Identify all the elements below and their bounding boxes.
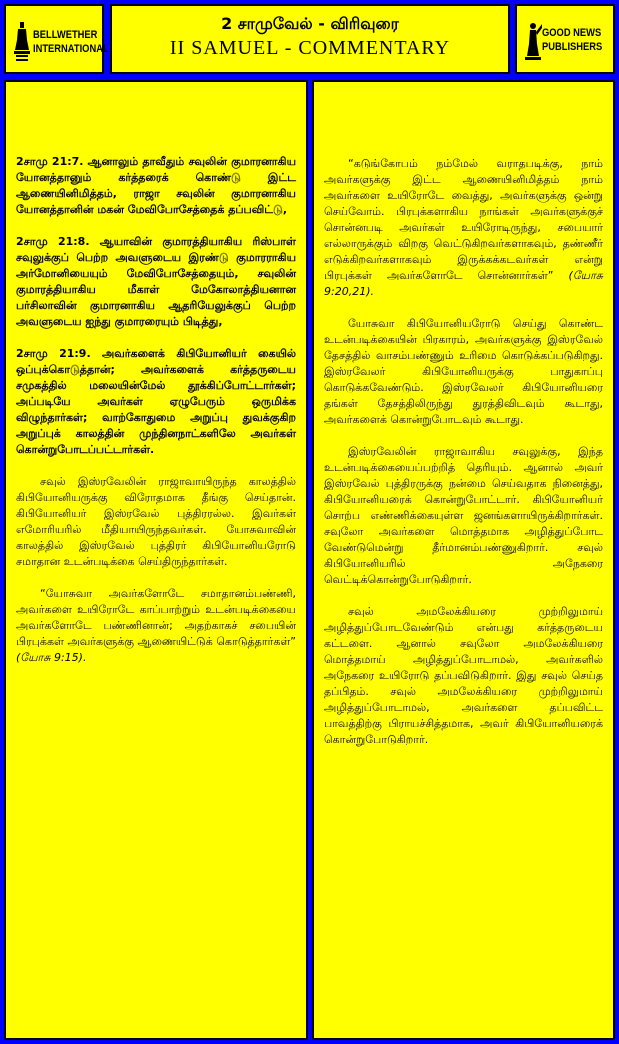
logo-line-2: INTERNATIONAL: [33, 43, 109, 55]
left-column-text: [16, 154, 296, 682]
logo-line-1: BELLWETHER: [33, 29, 98, 41]
commentary-paragraph: இஸ்ரவேலின் ராஜாவாகிய சவுலுக்கு, இந்த உடன்படிக்கையைப்பற்றித் தெரியும். ஆனால் அவர் இஸ்ரவேல் புத்திரருக்கு நன்மை செய்வதாக நினைத்து, கிபியோனியரைக் கொன்றுபோட்டார். கிபியோனியர் சொற்ப எண்ணிக்கையுள்ள ஜனங்களாயிருக்கிறார்கள். சவுலோ அவர்களை மொத்தமாக அழித்துப்போட வேண்டுமென்று தீர்மானம்பண்ணுகிறார். சவுல் கிபியோனியரில் அநேகரை வெட்டிக்கொன்றுபோடுகிறார்.: [324, 445, 603, 586]
page-title-tamil: 2 சாமுவேல் - விரிவுரை: [221, 14, 399, 33]
right-column: [312, 80, 615, 1040]
commentary-quote: [324, 156, 603, 300]
bellwether-logo: [11, 20, 109, 62]
page-title-english: II SAMUEL - COMMENTARY: [169, 37, 451, 59]
right-column-text: [324, 156, 603, 764]
good-news-logo-text: [542, 26, 602, 54]
commentary-paragraph: சவுல் இஸ்ரவேலின் ராஜாவாயிருந்த காலத்தில் கிபியோனியருக்கு விரோதமாக தீங்கு செய்தான். கிபியோனியர் இஸ்ரவேல் புத்திரரல்ல. இவர்கள் எமோரியரில் மீதியாயிருந்தவர்கள். யோசுவாவின் காலத்தில் இஸ்ரவேல் புத்திரர் கிபியோனியரோடு சமாதான உடன்படிக்கை செய்திருந்தார்கள்.: [16, 475, 296, 568]
logo-line-1: GOOD NEWS: [542, 27, 602, 39]
verse-21-8: 2சாமு 21:8. ஆயாவின் குமாரத்தியாகிய ரிஸ்பாள் சவுலுக்குப் பெற்ற அவளுடைய இரண்டு குமாரராகிய அர்மோனியையும் மேவிபோசேத்தையும், சவுலின் குமாரத்தியாகிய மீகாள் மேகோலாத்தியனான பர்சிலாவின் குமாரனாகிய ஆதரியேலுக்குப் பெற்ற அவளுடைய ஐந்து குமாரரையும் பிடித்து,: [16, 235, 296, 328]
logo-line-2: PUBLISHERS: [542, 41, 603, 53]
trumpeter-figure-icon: [524, 20, 542, 64]
left-column: [4, 80, 308, 1040]
good-news-logo: [522, 20, 609, 62]
title-box: [110, 4, 510, 74]
quote-reference: (யோசு 9:20,21).: [324, 269, 603, 298]
good-news-logo-box: [515, 4, 615, 74]
commentary-paragraph: யோசுவா கிபியோனியரோடு செய்து கொண்ட உடன்படிக்கையின் பிரகாரம், அவர்களுக்கு இஸ்ரவேல் தேசத்தில் வாசம்பண்ணும் உரிமை கொடுக்கப்படுகிறது. இஸ்ரவேலர் கிபியோனியருக்கு பாதுகாப்பு கொடுக்கவேண்டும். இஸ்ரவேலர் கிபியோனியரை தங்கள் தேசத்திலிருந்து துரத்திவிடவும் கூடாது, அவர்களைக் கொன்றுபோடவும் கூடாது.: [324, 317, 603, 426]
quote-reference: (யோசு 9:15).: [16, 651, 87, 664]
bell-figure-icon: [13, 20, 31, 64]
bellwether-logo-box: [4, 4, 109, 74]
commentary-quote: [16, 586, 296, 666]
bellwether-logo-text: [33, 28, 109, 56]
quote-text: “யோசுவா அவர்களோடே சமாதானம்பண்ணி, அவர்களை உயிரோடே காப்பாற்றும் உடன்படிக்கையை அவர்களோடே பண்ணினான்; அதற்காகச் சபையின் பிரபுக்கள் அவர்களுக்கு ஆணையிட்டுக் கொடுத்தார்கள்”: [16, 587, 296, 648]
quote-text: “கடுங்கோபம் நம்மேல் வராதபடிக்கு, நாம் அவர்களுக்கு இட்ட ஆணையினிமித்தம் நாம் அவர்களை உயிரோடே வைத்து, அவர்களுக்கு ஒன்று செய்வோம். பிரபுக்களாகிய நாங்கள் அவர்களுக்குச் சொன்னபடி அவர்கள் உயிரோடிருந்து, சபையார் எல்லாருக்கும் விறகு வெட்டுகிறவர்களாகவும், தண்ணீர் எடுக்கிறவர்களாகவும் இருக்கக்கடவர்கள் என்று பிரபுக்கள் அவர்களோடே சொன்னார்கள்”: [324, 157, 603, 282]
verse-21-9: 2சாமு 21:9. அவர்களைக் கிபியோனியர் கையில் ஒப்புக்கொடுத்தான்; அவர்களைக் கர்த்தருடைய சமுகத்தில் மலையின்மேல் தூக்கிப்போட்டார்கள்; அப்படியே அவர்கள் ஏழுபேரும் ஒருமிக்க விழுந்தார்கள்; வாற்கோதுமை அறுப்பு துவக்குகிற அறுப்புக் காலத்தின் முந்தினநாட்களிலே அவர்கள் கொன்றுபோடப்பட்டார்கள்.: [16, 347, 296, 456]
verse-21-7: 2சாமு 21:7. ஆனாலும் தாவீதும் சவுலின் குமாரனாகிய யோனத்தானும் கர்த்தரைக் கொண்டு இட்ட ஆணையினிமித்தம், ராஜா சவுலின் குமாரனாகிய யோனத்தானின் மகன் மேவிபோசேத்தைக் தப்பவிட்டு,: [16, 155, 296, 216]
commentary-paragraph: சவுல் அமலேக்கியரை முற்றிலுமாய் அழித்துப்போடவேண்டும் என்பது கர்த்தருடைய கட்டளை. ஆனால் சவுலோ அமலேக்கியரை மொத்தமாய் அழித்துப்போடாமல், அவர்களில் அநேகரை உயிரோடு தப்பவிடுகிறார். இது சவுல் செய்த தப்பிதம். சவுல் அமலேக்கியரை முற்றிலுமாய் அழித்துப்போடாமல், அவர்களை தப்பவிட்ட பாவத்திற்கு பிராயச்சித்தமாக, அவர் கிபியோனியரைக் கொன்றுபோடுகிறார்.: [324, 605, 603, 746]
